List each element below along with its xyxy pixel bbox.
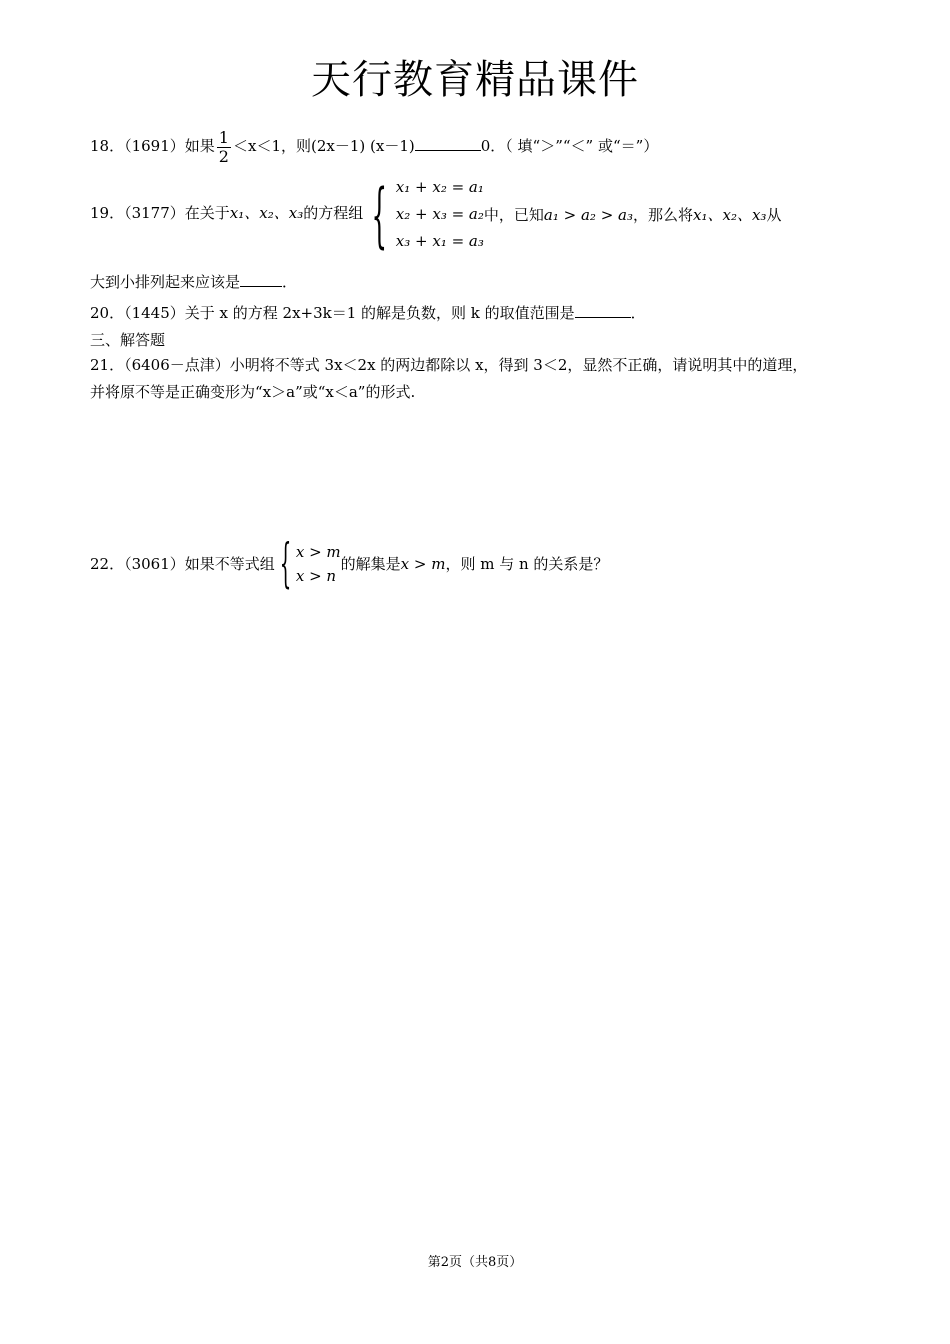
q19-system-brace: { (371, 173, 388, 256)
question-21-line1: 21．（6406－点津）小明将不等式 3x＜2x 的两边都除以 x，得到 3＜2，显然不正确，请说明其中的道理， (90, 356, 808, 374)
q20-answer-blank[interactable] (575, 303, 631, 318)
q19-eq2: x₂ + x₃ = a₂ (395, 205, 484, 223)
q19-tail: 从 (766, 205, 782, 224)
q19-given: a₁ > a₂ > a₃ (543, 205, 633, 224)
q18-fraction-numerator: 1 (218, 127, 229, 147)
q18-fraction-denominator: 2 (218, 146, 229, 166)
q19-given-post: ，那么将 (633, 205, 694, 224)
question-18 (90, 128, 658, 166)
question-22 (90, 534, 609, 594)
q19-variables: x₁、x₂、x₃ (229, 203, 304, 222)
question-21-line2: 并将原不等是正确变形为“x＞a”或“x＜a”的形式. (90, 383, 416, 401)
q19-variables-2: x₁、x₂、x₃ (693, 205, 767, 224)
page-footer: 第2页（共8页） (427, 1255, 523, 1270)
q22-mid: 的解集是 (340, 555, 401, 573)
q20-text: 20．（1445）关于 x 的方程 2x+3k＝1 的解是负数，则 k 的取值范围是 (90, 304, 575, 322)
q19-answer-blank[interactable] (240, 272, 282, 287)
q19-line2: 大到小排列起来应该是 (90, 273, 241, 291)
q19-number: 19． (90, 203, 125, 222)
q19-given-prefix: 中，已知 (483, 205, 544, 224)
q22-solution: x > m (400, 555, 446, 573)
section-heading: 三、解答题 (90, 331, 166, 349)
question-19 (90, 174, 781, 255)
q19-mid: 的方程组 (303, 203, 364, 222)
q18-answer-blank[interactable] (415, 136, 481, 151)
q22-prefix: 22．（3061）如果不等式组 (90, 555, 275, 573)
q19-prefix: 在关于 (184, 203, 230, 222)
q19-eq1: x₁ + x₂ = a₁ (395, 178, 484, 196)
question-19-line2 (90, 272, 297, 292)
q19-equation-system (396, 174, 484, 255)
q22-inequality-system (296, 540, 341, 588)
q22-system-brace: { (279, 534, 292, 594)
page-title: 天行教育精品课件 (311, 57, 639, 103)
q18-expression: (2x－1) (x－1) (311, 137, 415, 155)
q19-eq3: x₃ + x₁ = a₃ (395, 232, 484, 250)
q18-prefix: 如果 (184, 137, 215, 155)
q18-id: （1691） (124, 137, 185, 155)
q20-end: ． (630, 304, 646, 322)
q18-number: 18． (90, 137, 125, 155)
q22-post: ，则 m 与 n 的关系是？ (445, 555, 609, 573)
q19-end: ． (282, 273, 298, 291)
q18-tail: 0．（ 填“＞”“＜” 或“＝”） (480, 137, 659, 155)
q22-eq2: x > n (295, 567, 337, 585)
q18-inequality: ＜x＜1，则 (232, 137, 311, 155)
q22-eq1: x > m (295, 543, 341, 561)
question-20 (90, 303, 646, 323)
q18-fraction (217, 129, 231, 166)
q19-id: （3177） (124, 203, 185, 222)
